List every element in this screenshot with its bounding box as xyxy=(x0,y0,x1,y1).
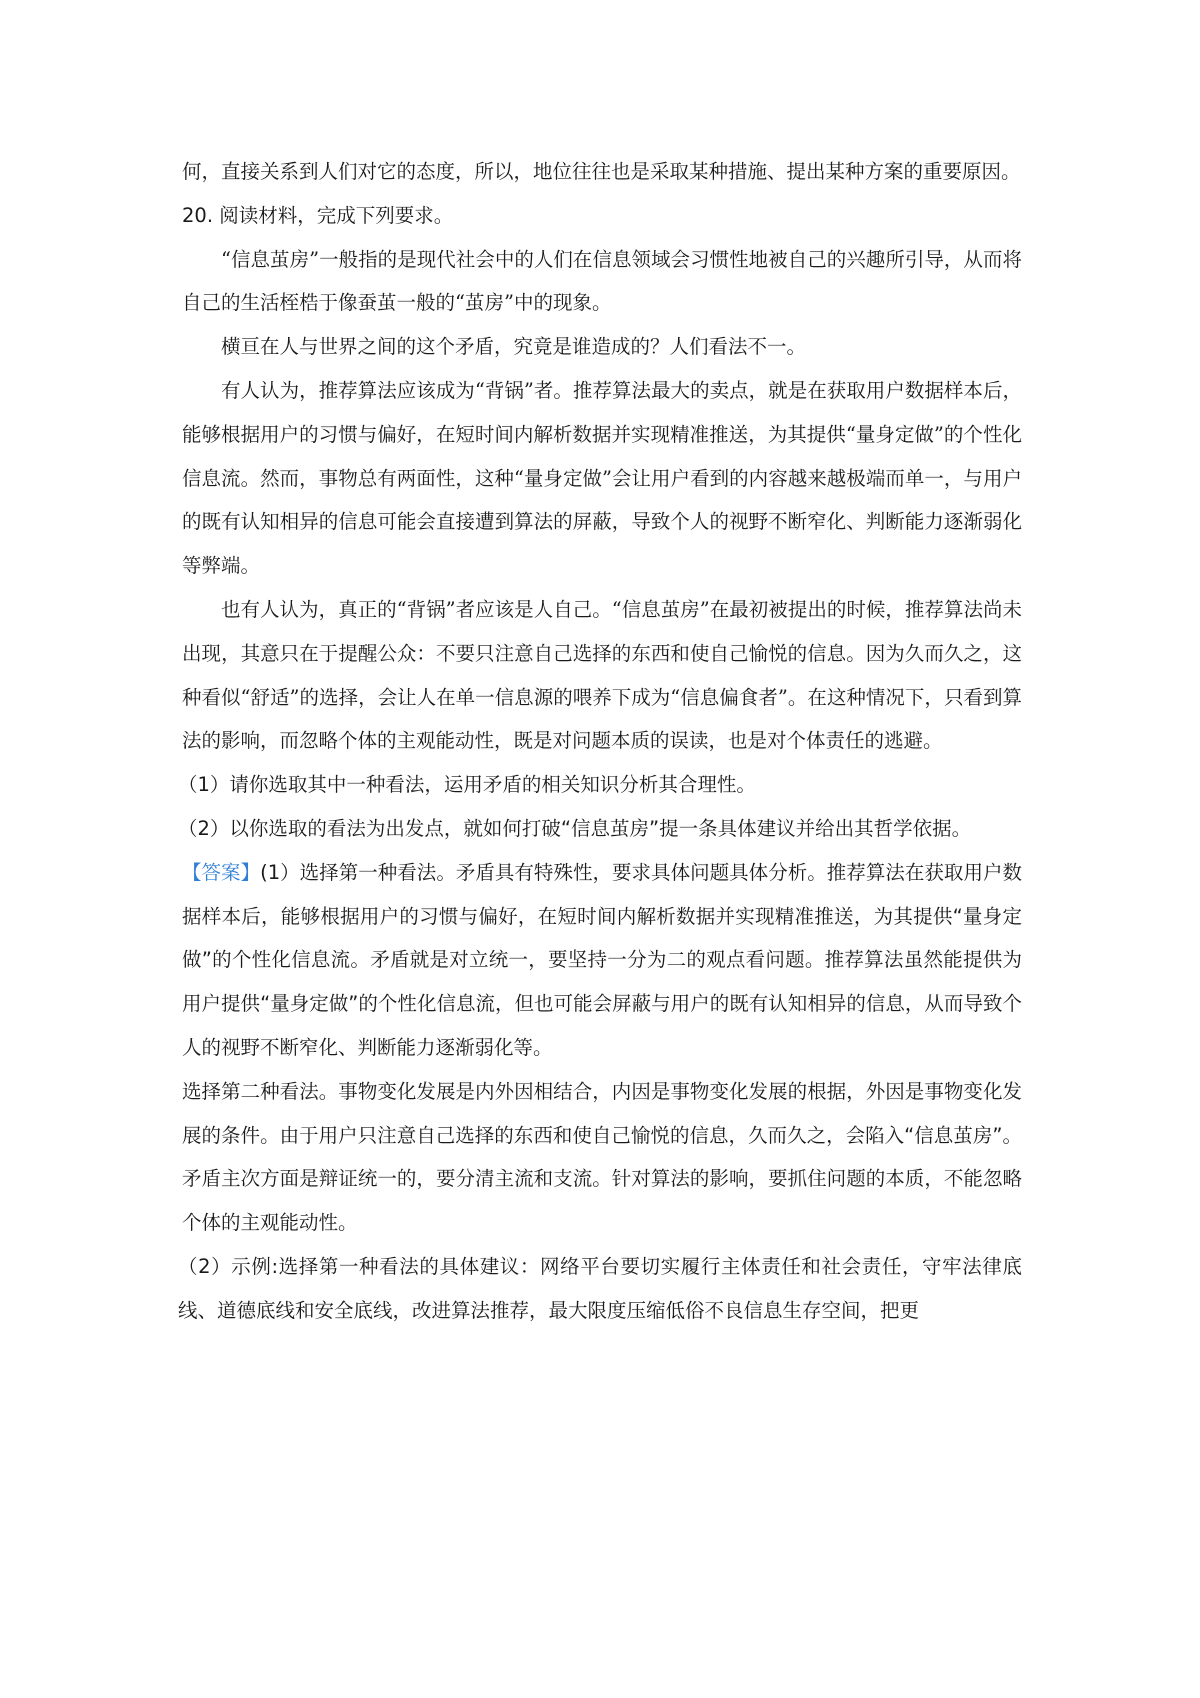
answer-part2: （2）示例:选择第一种看法的具体建议：网络平台要切实履行主体责任和社会责任，守牢法律底线、道德底线和安全底线，改进算法推荐，最大限度压缩低俗不良信息生存空间，把更 xyxy=(178,1254,1022,1322)
answer-tag: 【答案】 xyxy=(182,860,261,884)
sub-question-1: （1）请你选取其中一种看法，运用矛盾的相关知识分析其合理性。 xyxy=(178,773,756,797)
material-paragraph: 也有人认为，真正的“背锅”者应该是人自己。“信息茧房”在最初被提出的时候，推荐算法尚未出现，其意只在于提醒公众：不要只注意自己选择的东西和使自己愉悦的信息。因为久而久之，这种看似“舒适”的选择，会让人在单一信息源的喂养下成为“信息偏食者”。在这种情况下，只看到算法的影响，而忽略个体的主观能动性，既是对问题本质的误读，也是对个体责任的逃避。 xyxy=(182,597,1022,753)
answer-text: (1）选择第一种看法。矛盾具有特殊性，要求具体问题具体分析。推荐算法在获取用户数据样本后，能够根据用户的习惯与偏好，在短时间内解析数据并实现精准推送，为其提供“量身定做”的个性化信息流。矛盾就是对立统一，要坚持一分为二的观点看问题。推荐算法虽然能提供为用户提供“量身定做”的个性化信息流，但也可能会屏蔽与用户的既有认知相异的信息，从而导致个人的视野不断窄化、判断能力逐渐弱化等。 xyxy=(182,860,1022,1059)
material-paragraph: “信息茧房”一般指的是现代社会中的人们在信息领域会习惯性地被自己的兴趣所引导，从而将自己的生活桎梏于像蚕茧一般的“茧房”中的现象。 xyxy=(182,247,1022,315)
question-prompt: 20. 阅读材料，完成下列要求。 xyxy=(182,203,454,227)
answer-part1-view1 xyxy=(182,851,1022,1070)
material-paragraph: 横亘在人与世界之间的这个矛盾，究竟是谁造成的？人们看法不一。 xyxy=(221,335,807,359)
document-content xyxy=(178,150,1022,1333)
material-paragraph: 有人认为，推荐算法应该成为“背锅”者。推荐算法最大的卖点，就是在获取用户数据样本后，能够根据用户的习惯与偏好，在短时间内解析数据并实现精准推送，为其提供“量身定做”的个性化信息流。然而，事物总有两面性，这种“量身定做”会让用户看到的内容越来越极端而单一，与用户的既有认知相异的信息可能会直接遭到算法的屏蔽，导致个人的视野不断窄化、判断能力逐渐弱化等弊端。 xyxy=(182,378,1022,578)
reading-material xyxy=(182,238,1022,764)
intro-paragraph: 何，直接关系到人们对它的态度，所以，地位往往也是采取某种措施、提出某种方案的重要原因。 xyxy=(182,160,1021,183)
answer-part1-view2: 选择第二种看法。事物变化发展是内外因相结合，内因是事物变化发展的根据，外因是事物变化发展的条件。由于用户只注意自己选择的东西和使自己愉悦的信息，久而久之，会陷入“信息茧房”。矛盾主次方面是辩证统一的，要分清主流和支流。针对算法的影响，要抓住问题的本质，不能忽略个体的主观能动性。 xyxy=(182,1079,1022,1235)
sub-question-2: （2）以你选取的看法为出发点，就如何打破“信息茧房”提一条具体建议并给出其哲学依据。 xyxy=(178,816,972,840)
